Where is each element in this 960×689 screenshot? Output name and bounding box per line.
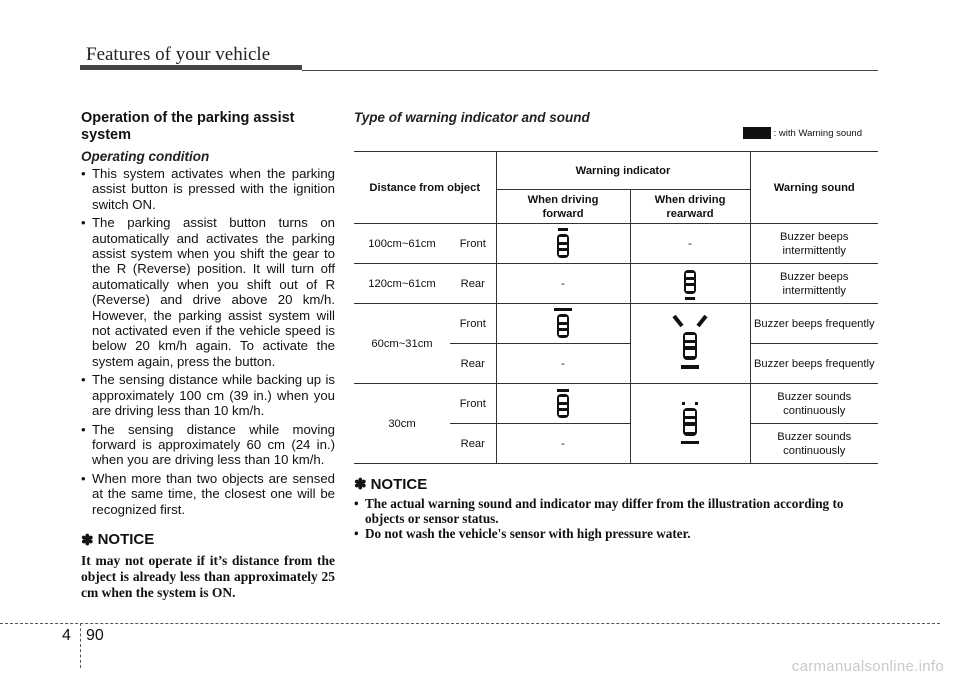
legend-label: : with Warning sound [773,127,862,139]
notice-title: NOTICE [97,531,155,549]
list-item: • The parking assist button turns on automatically and activates the parking assist system when you shift the gear to the R (Reverse) position. It will turn off automatically when you shift out of R (Reverse) and drive above 20 km/h. However, the parking assist system will not activated even if the vehicle speed is below 20 km/h again. To activate the system again, press the button. [81,215,335,369]
notice-text: It may not operate if it’s distance from the object is already less than approximately 25 cm when the system is ON. [81,552,335,600]
car-rear-warning-icon [677,267,703,301]
list-item: • Do not wash the vehicle's sensor with high pressure water. [354,526,878,541]
position-cell: Front [450,304,496,344]
forward-indicator-cell: - [496,344,630,384]
header-rule [302,70,878,71]
notice-star-icon: ✽ [354,476,367,493]
footer-rule [0,623,940,624]
position-cell: Rear [450,424,496,464]
table-row [354,304,878,344]
notice-list [354,496,878,541]
footer-divider [80,623,81,668]
forward-indicator-cell [496,224,630,264]
distance-cell: 120cm~61cm [354,264,450,304]
sound-cell: Buzzer beeps intermittently [750,224,878,264]
forward-indicator-cell: - [496,264,630,304]
chapter-number: 4 [62,627,71,644]
list-item: • The actual warning sound and indicator may differ from the illustration according to objects or sensor status. [354,496,878,526]
left-column [81,110,335,601]
list-item: • This system activates when the parking assist button is pressed with the ignition switch ON. [81,166,335,212]
car-front-warning-icon [550,227,576,261]
header-rearward: When driving rearward [630,190,750,224]
car-front-frequent-icon [548,307,578,341]
position-cell: Front [450,384,496,424]
list-item: • When more than two objects are sensed at the same time, the closest one will be recognized first. [81,471,335,517]
page-header-title: Features of your vehicle [86,44,271,65]
distance-cell: 30cm [354,384,450,464]
sound-cell: Buzzer sounds continuously [750,384,878,424]
position-cell: Front [450,224,496,264]
section-heading: Operation of the parking assist system [81,110,295,143]
sound-cell: Buzzer beeps frequently [750,304,878,344]
notice-title: NOTICE [370,475,428,493]
warning-table [354,151,878,464]
position-cell: Rear [450,264,496,304]
notice-heading [81,531,335,549]
header-forward: When driving forward [496,190,630,224]
car-front-continuous-icon [550,387,576,421]
header-sound: Warning sound [750,152,878,224]
rear-indicator-cell: - [630,224,750,264]
watermark: carmanualsonline.info [791,658,944,675]
rear-indicator-cell [630,304,750,384]
header-bar [80,65,302,70]
car-rear-continuous-icon [675,399,705,449]
right-column [354,110,878,457]
sound-cell: Buzzer beeps frequently [750,344,878,384]
table-row [354,264,878,304]
sub-heading: Operating condition [81,149,210,164]
legend [743,127,862,139]
distance-cell: 60cm~31cm [354,304,450,384]
condition-list [81,166,335,517]
car-rear-frequent-icon [670,312,710,376]
header-distance: Distance from object [354,152,496,224]
table-row [354,224,878,264]
header-indicator: Warning indicator [496,152,750,190]
table-row [354,384,878,424]
forward-indicator-cell [496,304,630,344]
table-title: Type of warning indicator and sound [354,110,590,125]
legend-swatch [743,127,771,139]
notice-section [354,475,878,541]
position-cell: Rear [450,344,496,384]
rear-indicator-cell [630,384,750,464]
notice-star-icon: ✽ [81,531,94,549]
sound-cell: Buzzer sounds continuously [750,424,878,464]
forward-indicator-cell: - [496,424,630,464]
forward-indicator-cell [496,384,630,424]
list-item: • The sensing distance while moving forward is approximately 60 cm (24 in.) when you are driving less than 10 km/h. [81,422,335,468]
page-number: 90 [86,627,104,644]
notice-heading [354,475,878,493]
rear-indicator-cell [630,264,750,304]
list-item: • The sensing distance while backing up is approximately 100 cm (39 in.) when you are driving less than 10 km/h. [81,372,335,418]
sound-cell: Buzzer beeps intermittently [750,264,878,304]
distance-cell: 100cm~61cm [354,224,450,264]
